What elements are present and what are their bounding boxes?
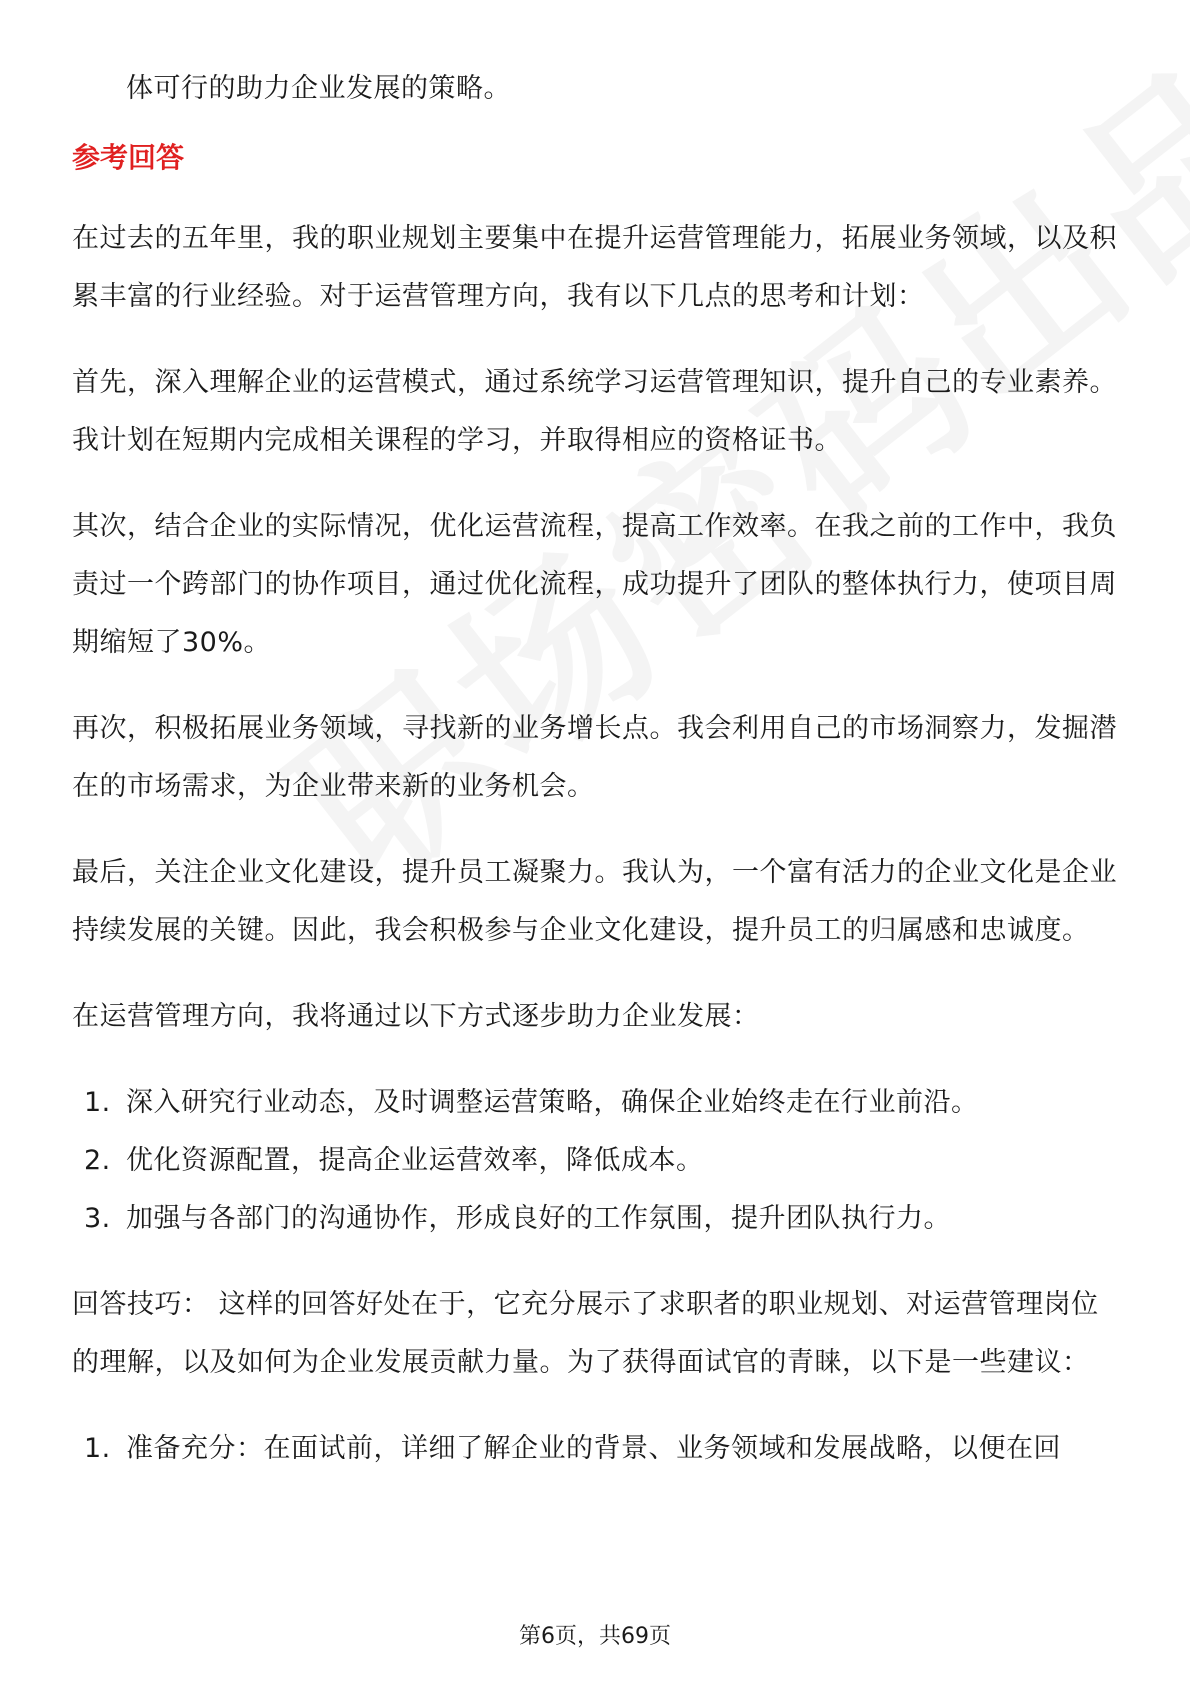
paragraph-first: 首先，深入理解企业的运营模式，通过系统学习运营管理知识，提升自己的专业素养。我计划在短期内完成相关课程的学习，并取得相应的资格证书。: [72, 367, 1117, 456]
page-number-footer: 第6页，共69页: [519, 1624, 671, 1649]
list-item-number: 2.: [84, 1145, 111, 1176]
list-item: [72, 1074, 1122, 1132]
paragraph-third: 再次，积极拓展业务领域，寻找新的业务增长点。我会利用自己的市场洞察力，发掘潜在的市场需求，为企业带来新的业务机会。: [72, 713, 1117, 802]
tips-paragraph: 回答技巧： 这样的回答好处在于，它充分展示了求职者的职业规划、对运营管理岗位的理解，以及如何为企业发展贡献力量。为了获得面试官的青睐，以下是一些建议：: [72, 1289, 1099, 1378]
list-item-number: 1.: [84, 1433, 111, 1464]
paragraph-intro: 在过去的五年里，我的职业规划主要集中在提升运营管理能力，拓展业务领域，以及积累丰富的行业经验。对于运营管理方向，我有以下几点的思考和计划：: [72, 223, 1117, 312]
paragraph-second: 其次，结合企业的实际情况，优化运营流程，提高工作效率。在我之前的工作中，我负责过一个跨部门的协作项目，通过优化流程，成功提升了团队的整体执行力，使项目周期缩短了30%。: [72, 511, 1117, 658]
list-item: [72, 1190, 1122, 1248]
section-heading: 参考回答: [72, 141, 185, 174]
paragraph-fourth: 最后，关注企业文化建设，提升员工凝聚力。我认为，一个富有活力的企业文化是企业持续发展的关键。因此，我会积极参与企业文化建设，提升员工的归属感和忠诚度。: [72, 857, 1117, 946]
list-item: [72, 1132, 1122, 1190]
continuation-line: 体可行的助力企业发展的策略。: [126, 73, 511, 104]
list-item-number: 3.: [84, 1203, 111, 1234]
list-item-text: 优化资源配置，提高企业运营效率，降低成本。: [126, 1145, 704, 1176]
list-item-text: 加强与各部门的沟通协作，形成良好的工作氛围，提升团队执行力。: [126, 1203, 951, 1234]
list-item: [72, 1420, 1122, 1478]
list-item-number: 1.: [84, 1087, 111, 1118]
page-content: [72, 60, 1122, 1506]
strategy-list: [72, 1074, 1122, 1248]
list-item-text: 深入研究行业动态，及时调整运营策略，确保企业始终走在行业前沿。: [126, 1087, 979, 1118]
paragraph-list-intro: 在运营管理方向，我将通过以下方式逐步助力企业发展：: [72, 1001, 760, 1032]
list-item-text: 准备充分：在面试前，详细了解企业的背景、业务领域和发展战略，以便在回: [126, 1433, 1061, 1464]
advice-list: [72, 1420, 1122, 1478]
